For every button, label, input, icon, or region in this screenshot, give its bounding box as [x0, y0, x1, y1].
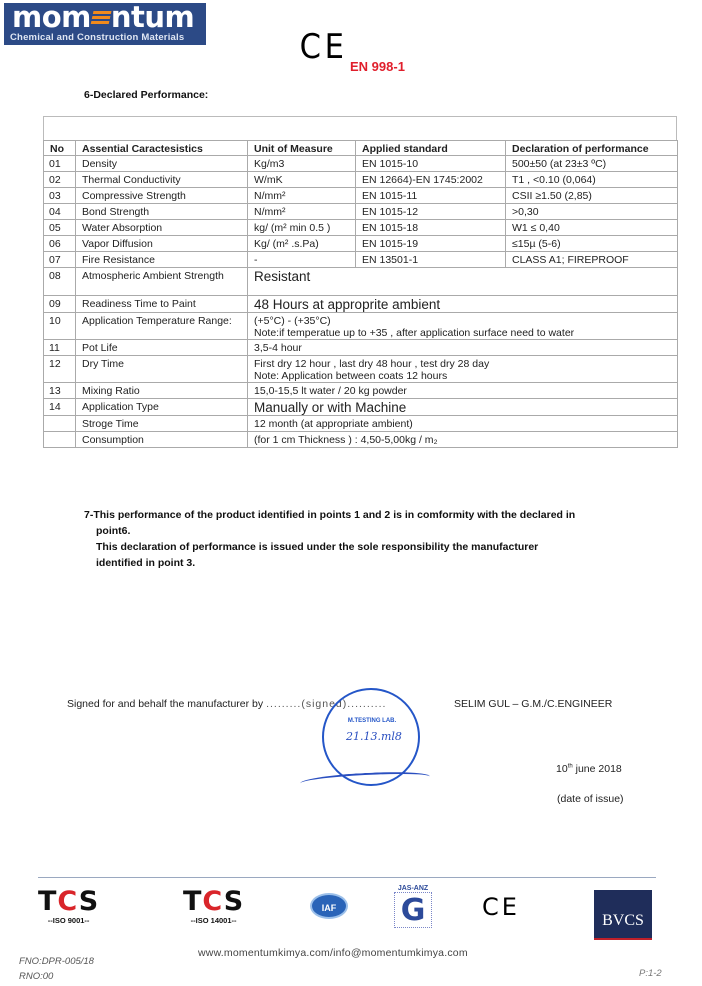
logo-e-bars-icon: [90, 11, 111, 25]
cell-characteristic: Pot Life: [76, 340, 248, 356]
table-row: [44, 204, 678, 220]
revision-number: RNO:00: [19, 971, 54, 982]
cell-characteristic: Application Temperature Range:: [76, 313, 248, 340]
jas-anz-logo: JAS-ANZ G: [394, 885, 432, 928]
cell-unit: Kg/m3: [248, 156, 356, 172]
cell-unit: N/mm²: [248, 204, 356, 220]
cell-no: 02: [44, 172, 76, 188]
footer-divider: [38, 877, 656, 878]
table-row: [44, 156, 678, 172]
table-row: [44, 432, 678, 448]
ce-mark-icon: CE: [482, 893, 520, 921]
section-7-line: point6.: [96, 525, 131, 537]
cell-no: 05: [44, 220, 76, 236]
tcs-icon: TCS: [38, 886, 100, 917]
cell-characteristic: Compressive Strength: [76, 188, 248, 204]
cell-value: [248, 313, 678, 340]
cell-characteristic: Readiness Time to Paint: [76, 296, 248, 313]
cell-no: 01: [44, 156, 76, 172]
cell-value: 15,0-15,5 lt water / 20 kg powder: [248, 383, 678, 399]
cell-value-note: Note: Application between coats 12 hours: [254, 370, 448, 382]
cell-no: 13: [44, 383, 76, 399]
cell-declaration: CLASS A1; FIREPROOF: [506, 252, 678, 268]
cell-no: 12: [44, 356, 76, 383]
cell-value-line: First dry 12 hour , last dry 48 hour , test dry 28 day: [254, 358, 490, 370]
cell-standard: EN 1015-18: [356, 220, 506, 236]
cell-characteristic: Bond Strength: [76, 204, 248, 220]
col-header-standard: Applied standard: [356, 141, 506, 156]
cell-value-note: Note:if temperatue up to +35 , after application surface need to water: [254, 327, 575, 339]
table-row: [44, 220, 678, 236]
cell-no: 10: [44, 313, 76, 340]
cell-no: 08: [44, 268, 76, 296]
cell-characteristic: Fire Resistance: [76, 252, 248, 268]
col-header-no: No: [44, 141, 76, 156]
cell-declaration: ≤15µ (5-6): [506, 236, 678, 252]
tcs-icon: TCS: [183, 886, 245, 917]
cell-declaration: T1 , <0.10 (0,064): [506, 172, 678, 188]
table-top-spacer: [43, 116, 677, 140]
logo-tagline: Chemical and Construction Materials: [10, 32, 185, 43]
cell-declaration: W1 ≤ 0,40: [506, 220, 678, 236]
iaf-logo: [310, 893, 348, 919]
cell-no: 14: [44, 399, 76, 416]
cell-value: 48 Hours at approprite ambient: [248, 296, 678, 313]
cell-no: [44, 416, 76, 432]
section-6-title: 6-Declared Performance:: [84, 89, 209, 101]
cell-unit: kg/ (m² min 0.5 ): [248, 220, 356, 236]
signer-name: SELIM GUL – G.M./C.ENGINEER: [454, 698, 613, 710]
table-row: [44, 356, 678, 383]
cell-characteristic: Thermal Conductivity: [76, 172, 248, 188]
standard-code: EN 998-1: [350, 59, 405, 74]
tcs-iso9001-logo: TCS --ISO 9001--: [38, 886, 100, 925]
cell-characteristic: Consumption: [76, 432, 248, 448]
cell-characteristic: Application Type: [76, 399, 248, 416]
cell-standard: EN 12664)-EN 1745:2002: [356, 172, 506, 188]
jas-anz-icon: G: [394, 892, 432, 928]
cell-value: Resistant: [248, 268, 678, 296]
col-header-declaration: Declaration of performance: [506, 141, 678, 156]
cell-characteristic: Density: [76, 156, 248, 172]
cell-no: 07: [44, 252, 76, 268]
bvcs-logo: [594, 890, 652, 940]
cell-characteristic: Water Absorption: [76, 220, 248, 236]
table-header-row: [44, 141, 678, 156]
cell-standard: EN 1015-12: [356, 204, 506, 220]
col-header-characteristics: Assential Caractesistics: [76, 141, 248, 156]
section-7-statement: [84, 507, 644, 571]
cell-characteristic: Vapor Diffusion: [76, 236, 248, 252]
cell-value: [248, 356, 678, 383]
cell-standard: EN 1015-10: [356, 156, 506, 172]
issue-date: 10th june 2018: [556, 763, 622, 775]
table-row: [44, 296, 678, 313]
cell-characteristic: Stroge Time: [76, 416, 248, 432]
signature-label: Signed for and behalf the manufacturer by .........(signed)..........: [67, 698, 387, 710]
tcs-iso14001-logo: TCS --ISO 14001--: [183, 886, 245, 925]
table-row: [44, 268, 678, 296]
table-row: [44, 172, 678, 188]
cell-declaration: >0,30: [506, 204, 678, 220]
form-number: FNO:DPR-005/18: [19, 956, 94, 967]
table-row: [44, 383, 678, 399]
cell-no: 04: [44, 204, 76, 220]
cell-value: (for 1 cm Thickness ) : 4,50-5,00kg / m₂: [248, 432, 678, 448]
ce-logo: [482, 893, 520, 921]
cell-standard: EN 1015-19: [356, 236, 506, 252]
logo-wordmark: mom ntum: [12, 0, 195, 34]
issue-date-label: (date of issue): [557, 793, 624, 805]
form-numbers: [19, 954, 94, 984]
cell-declaration: CSII ≥1.50 (2,85): [506, 188, 678, 204]
table-row: [44, 313, 678, 340]
performance-table: [43, 116, 677, 448]
cell-unit: Kg/ (m² .s.Pa): [248, 236, 356, 252]
ce-mark-icon: CE: [299, 27, 348, 67]
table-row: [44, 340, 678, 356]
cell-value: 12 month (at appropriate ambient): [248, 416, 678, 432]
momentum-logo: [4, 0, 206, 45]
cell-value: 3,5-4 hour: [248, 340, 678, 356]
cell-unit: N/mm²: [248, 188, 356, 204]
signature-stroke-icon: [300, 770, 431, 791]
cell-value-line: (+5°C) - (+35°C): [254, 315, 331, 327]
section-7-line: 7-This performance of the product identified in points 1 and 2 is in comformity with the declared in: [84, 509, 576, 521]
col-header-unit: Unit of Measure: [248, 141, 356, 156]
cell-characteristic: Atmospheric Ambient Strength: [76, 268, 248, 296]
table-row: [44, 399, 678, 416]
iaf-icon: IAF: [310, 893, 348, 919]
cell-no: 11: [44, 340, 76, 356]
stamp-handwriting: 21.13.ml8: [346, 730, 402, 743]
cell-standard: EN 13501-1: [356, 252, 506, 268]
table-row: [44, 252, 678, 268]
table-row: [44, 416, 678, 432]
website-contact: www.momentumkimya.com/info@momentumkimya.com: [198, 947, 468, 959]
cell-no: 09: [44, 296, 76, 313]
cell-declaration: 500±50 (at 23±3 ºC): [506, 156, 678, 172]
section-7-line: This declaration of performance is issued under the sole responsibility the manufacturer: [96, 541, 539, 553]
cell-value: Manually or with Machine: [248, 399, 678, 416]
cell-characteristic: Dry Time: [76, 356, 248, 383]
company-stamp-icon: [322, 688, 420, 786]
cell-no: [44, 432, 76, 448]
cell-characteristic: Mixing Ratio: [76, 383, 248, 399]
cell-standard: EN 1015-11: [356, 188, 506, 204]
stamp-text: M.TESTING LAB.: [347, 718, 397, 724]
cell-unit: -: [248, 252, 356, 268]
page-number: P:1-2: [639, 968, 662, 979]
cell-no: 06: [44, 236, 76, 252]
section-7-line: identified in point 3.: [96, 557, 196, 569]
bvcs-icon: BVCS: [594, 890, 652, 940]
table-row: [44, 188, 678, 204]
cell-unit: W/mK: [248, 172, 356, 188]
cell-no: 03: [44, 188, 76, 204]
table-row: [44, 236, 678, 252]
